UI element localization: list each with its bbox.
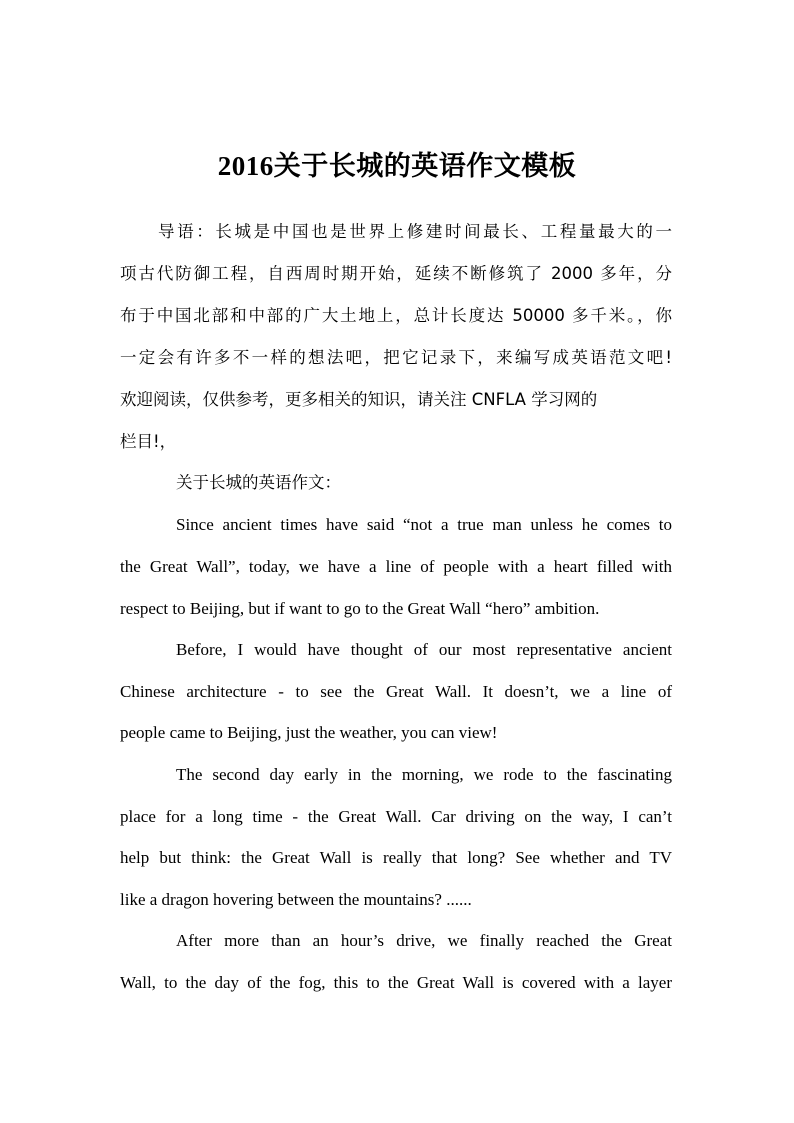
intro-line: 导语：长城是中国也是世界上修建时间最长、工程量最大的一 (158, 222, 672, 241)
intro-line: 欢迎阅读，仅供参考，更多相关的知识，请关注 CNFLA 学习网的 (120, 390, 598, 409)
intro-line: 布于中国北部和中部的广大土地上，总计长度达 50000 多千米。，你 (120, 306, 672, 325)
paragraph-line: people came to Beijing, just the weather, you can view! (120, 723, 498, 742)
paragraph-line: help but think: the Great Wall is really that long? See whether and TV (120, 848, 672, 867)
paragraph-line: place for a long time - the Great Wall. Car driving on the way, I can’t (120, 807, 672, 826)
intro-line: 栏目!， (120, 432, 177, 451)
paragraph-line: Wall, to the day of the fog, this to the Great Wall is covered with a layer (120, 973, 672, 992)
paragraph-line: like a dragon hovering between the mountains? ...... (120, 890, 472, 909)
intro-line: 一定会有许多不一样的想法吧，把它记录下，来编写成英语范文吧! (120, 348, 672, 367)
paragraph-line: the Great Wall”, today, we have a line of people with a heart filled with (120, 557, 672, 576)
paragraph-line: After more than an hour’s drive, we finally reached the Great (176, 931, 672, 950)
intro-line: 项古代防御工程，自西周时期开始，延续不断修筑了 2000 多年，分 (120, 264, 672, 283)
paragraph-line: Chinese architecture - to see the Great Wall. It doesn’t, we a line of (120, 682, 672, 701)
paragraph-line: The second day early in the morning, we rode to the fascinating (176, 765, 672, 784)
document-title: 2016关于长城的英语作文模板 (217, 151, 577, 181)
paragraph-line: respect to Beijing, but if want to go to the Great Wall “hero” ambition. (120, 599, 600, 618)
paragraph-line: Since ancient times have said “not a true man unless he comes to (176, 515, 672, 534)
section-heading: 关于长城的英语作文： (176, 473, 341, 492)
paragraph-line: Before, I would have thought of our most representative ancient (176, 640, 672, 659)
